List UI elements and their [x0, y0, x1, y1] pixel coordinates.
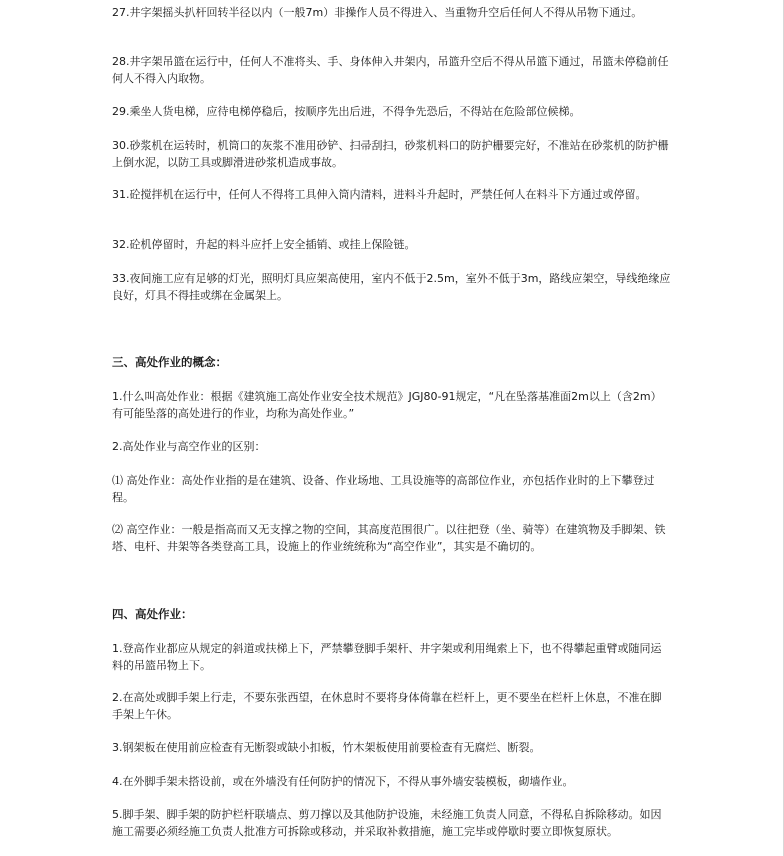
paragraph-4-4: 4.在外脚手架未搭设前，或在外墙没有任何防护的情况下，不得从事外墙安装模板，砌墙作业。 [112, 775, 574, 788]
paragraph-27: 27.井字架摇头扒杆回转半径以内（一般7m）非操作人员不得进入、当重物升空后任何人不得从吊物下通过。 [112, 6, 643, 19]
paragraph-4-3: 3.钢架板在使用前应检查有无断裂或缺小扣板，竹木架板使用前要检查有无腐烂、断裂。 [112, 741, 541, 754]
paragraph-3-1: 1.什么叫高处作业：根据《建筑施工高处作业安全技术规范》JGJ80-91规定，“凡在坠落基准面2m以上（含2m）有可能坠落的高处进行的作业，均称为高处作业。” [112, 390, 662, 420]
paragraph-3-2-1: ⑴ 高处作业：高处作业指的是在建筑、设备、作业场地、工具设施等的高部位作业，亦包括作业时的上下攀登过程。 [112, 474, 655, 504]
paragraph-32: 32.砼机停留时，升起的料斗应扦上安全插销、或挂上保险链。 [112, 238, 416, 251]
paragraph-31: 31.砼搅拌机在运行中，任何人不得将工具伸入筒内清料，进料斗升起时，严禁任何人在料斗下方通过或停留。 [112, 188, 647, 201]
paragraph-3-2-2: ⑵ 高空作业：一般是指高而又无支撑之物的空间，其高度范围很广。以往把登（坐、骑等）在建筑物及手脚架、铁塔、电杆、井架等各类登高工具，设施上的作业统统称为“高空作业”，其实是不确切的。 [112, 523, 666, 553]
paragraph-3-2: 2.高处作业与高空作业的区别： [112, 440, 266, 453]
paragraph-4-5: 5.脚手架、脚手架的防护栏杆联墙点、剪刀撑以及其他防护设施，未经施工负责人同意，不得私自拆除移动。如因施工需要必须经施工负责人批准方可拆除或移动，并采取补救措施，施工完毕或停歇时要立即恢复原状。 [112, 808, 662, 838]
paragraph-4-2: 2.在高处或脚手架上行走，不要东张西望，在休息时不要将身体倚靠在栏杆上，更不要坐在栏杆上休息，不准在脚手架上午休。 [112, 691, 662, 721]
paragraph-4-1: 1.登高作业都应从规定的斜道或扶梯上下，严禁攀登脚手架杆、井字架或利用绳索上下，也不得攀起重臂或随同运料的吊篮吊物上下。 [112, 642, 662, 672]
paragraph-28: 28.井字架吊篮在运行中，任何人不准将头、手、身体伸入井架内，吊篮升空后不得从吊篮下通过，吊篮未停稳前任何人不得入内取物。 [112, 55, 669, 85]
paragraph-30: 30.砂浆机在运转时，机筒口的灰浆不准用砂铲、扫帚刮扫，砂浆机料口的防护栅要完好，不准站在砂浆机的防护栅上倒水泥，以防工具或脚滑进砂浆机造成事故。 [112, 139, 669, 169]
paragraph-29: 29.乘坐人货电梯，应待电梯停稳后，按顺序先出后进，不得争先恐后，不得站在危险部位候梯。 [112, 105, 581, 118]
section-heading-4: 四、高处作业： [112, 607, 193, 621]
section-heading-3: 三、高处作业的概念： [112, 355, 227, 369]
paragraph-33: 33.夜间施工应有足够的灯光，照明灯具应架高使用，室内不低于2.5m，室外不低于3m，路线应架空，导线绝缘应良好，灯具不得挂或绑在金属架上。 [112, 272, 671, 302]
